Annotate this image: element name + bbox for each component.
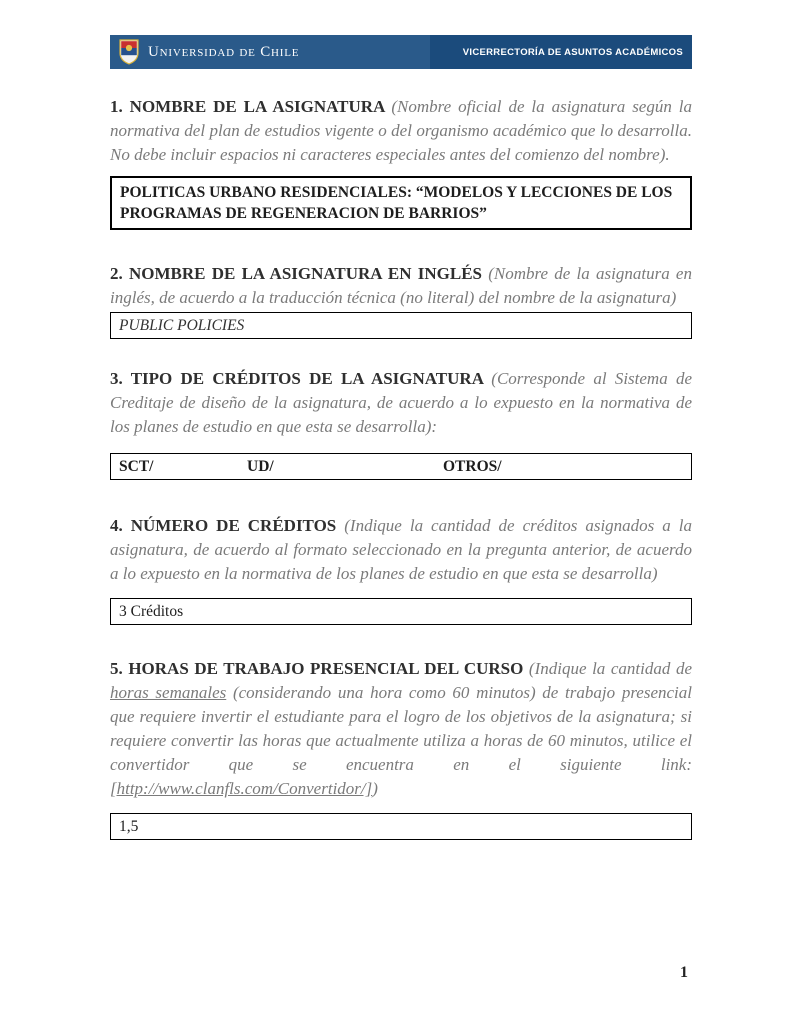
section-2-heading bbox=[110, 262, 692, 310]
header-right bbox=[430, 35, 692, 69]
section-5-desc-part3: ) bbox=[372, 779, 378, 798]
field-numero-creditos[interactable]: 3 Créditos bbox=[110, 598, 692, 625]
section-2-description: (Nombre de la asignatura en inglés, de acuerdo a la traducción técnica (no literal) del nombre de la asignatura) bbox=[110, 264, 692, 307]
section-5-description bbox=[110, 659, 692, 798]
document-content bbox=[110, 35, 692, 840]
section-3-heading bbox=[110, 367, 692, 439]
page-number: 1 bbox=[680, 964, 688, 981]
field-nombre-asignatura[interactable]: POLITICAS URBANO RESIDENCIALES: “MODELOS Y LECCIONES DE LOS PROGRAMAS DE REGENERACION DE BARRIOS” bbox=[110, 176, 692, 230]
section-5-desc-part2: (considerando una hora como 60 minutos) de trabajo presencial que requiere invertir el estudiante para el logro de los objetivos de la asignatura; si requiere convertir las horas que actualmente utiliza a horas de 60 minutos, utilice el convertidor que se encuentra en el siguiente link: bbox=[110, 683, 693, 774]
field-tipo-creditos[interactable] bbox=[110, 453, 692, 480]
section-5-heading bbox=[110, 657, 692, 801]
section-4-description: (Indique la cantidad de créditos asignados a la asignatura, de acuerdo al formato seleccionado en la pregunta anterior, de acuerdo a lo expuesto en la normativa de los planes de estudio en que esta se desarrolla) bbox=[110, 516, 692, 583]
section-3-description: (Corresponde al Sistema de Creditaje de diseño de la asignatura, de acuerdo a lo expuesto en la normativa de los planes de estudio en que esta se desarrolla): bbox=[110, 369, 692, 436]
section-2-title: 2. NOMBRE DE LA ASIGNATURA EN INGLÉS bbox=[110, 264, 489, 283]
header-left bbox=[110, 35, 430, 69]
section-5-title: 5. HORAS DE TRABAJO PRESENCIAL DEL CURSO bbox=[110, 659, 529, 678]
convertidor-link[interactable]: [http://www.clanfls.com/Convertidor/] bbox=[110, 779, 373, 798]
section-5-desc-part1: (Indique la cantidad de bbox=[528, 659, 692, 678]
university-name: Universidad de Chile bbox=[148, 43, 300, 60]
field-otros-label[interactable]: OTROS/ bbox=[443, 458, 502, 475]
header-bar bbox=[110, 35, 692, 69]
section-1-heading bbox=[110, 95, 692, 167]
section-1-title: 1. NOMBRE DE LA ASIGNATURA bbox=[110, 97, 392, 116]
section-4-title: 4. NÚMERO DE CRÉDITOS bbox=[110, 516, 345, 535]
field-horas-presenciales[interactable]: 1,5 bbox=[110, 813, 692, 840]
section-4-heading bbox=[110, 514, 692, 586]
section-5-underlined-phrase: horas semanales bbox=[110, 683, 227, 702]
field-ud-label[interactable]: UD/ bbox=[247, 458, 274, 475]
section-1-description: (Nombre oficial de la asignatura según la normativa del plan de estudios vigente o del organismo académico que lo desarrolla. No debe incluir espacios ni caracteres especiales antes del comienzo del nombre). bbox=[110, 97, 693, 164]
field-sct-label[interactable]: SCT/ bbox=[119, 458, 154, 475]
field-nombre-ingles[interactable]: PUBLIC POLICIES bbox=[110, 312, 692, 339]
section-3-title: 3. TIPO DE CRÉDITOS DE LA ASIGNATURA bbox=[110, 369, 492, 388]
university-crest-icon bbox=[119, 39, 139, 65]
header-department-title: VICERRECTORÍA DE ASUNTOS ACADÉMICOS bbox=[462, 46, 683, 58]
